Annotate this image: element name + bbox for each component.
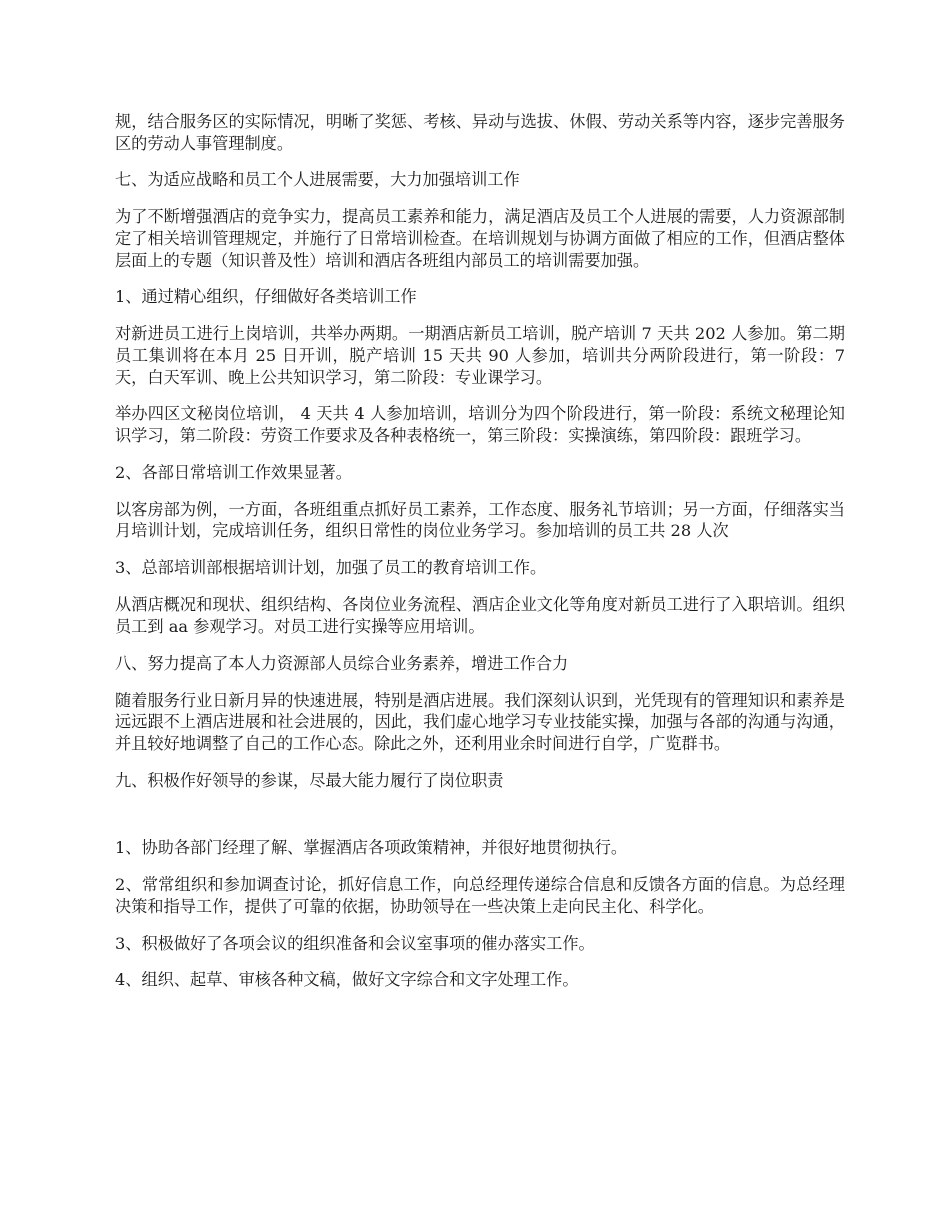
list-item-meeting-organization: 3、积极做好了各项会议的组织准备和会议室事项的催办落实工作。 <box>115 933 595 953</box>
paragraph-self-study: 随着服务行业日新月异的快速进展，特别是酒店进展。我们深刻认识到，光凭现有的管理知识和素养是远远跟不上酒店进展和社会进展的，因此，我们虚心地学习专业技能实操，加强与各部的沟通与沟通，并且较好地调整了自己的工作心态。除此之外，还利用业余时间进行自学，广览群书。 <box>115 690 845 753</box>
paragraph-hr-system-continuation: 规，结合服务区的实际情况，明晰了奖惩、考核、异动与选拔、休假、劳动关系等内容，逐步完善服务区的劳动人事管理制度。 <box>115 112 845 153</box>
list-item-policy-execution: 1、协助各部门经理了解、掌握酒店各项政策精神，并很好地贯彻执行。 <box>115 838 628 858</box>
section-heading-training: 七、为适应战略和员工个人进展需要，大力加强培训工作 <box>115 170 520 190</box>
paragraph-new-staff-training: 对新进员工进行上岗培训，共举办两期。一期酒店新员工培训，脱产培训 7 天共 202 人参加。第二期员工集训将在本月 25 日开训，脱产培训 15 天共 90 人参加，培训共分两阶段进行，第一阶段：7 天，白天军训、晚上公共知识学习，第二阶段：专业课学习。 <box>115 324 845 387</box>
paragraph-orientation-training: 从酒店概况和现状、组织结构、各岗位业务流程、酒店企业文化等角度对新员工进行了入职培训。组织员工到 aa 参观学习。对员工进行实操等应用培训。 <box>115 595 845 636</box>
document-body <box>115 111 845 1006</box>
paragraph-training-overview: 为了不断增强酒店的竞争实力，提高员工素养和能力，满足酒店及员工个人进展的需要，人力资源部制定了相关培训管理规定，并施行了日常培训检查。在培训规划与协调方面做了相应的工作，但酒店整体层面上的专题（知识普及性）培训和酒店各班组内部员工的培训需要加强。 <box>115 207 845 270</box>
subheading-hq-training: 3、总部培训部根据培训计划，加强了员工的教育培训工作。 <box>115 558 547 578</box>
list-item-research-information: 2、常常组织和参加调查讨论，抓好信息工作，向总经理传递综合信息和反馈各方面的信息。为总经理决策和指导工作，提供了可靠的依据，协助领导在一些决策上走向民主化、科学化。 <box>115 875 845 916</box>
paragraph-housekeeping-example: 以客房部为例，一方面，各班组重点抓好员工素养，工作态度、服务礼节培训；另一方面，仔细落实当月培训计划，完成培训任务，组织日常性的岗位业务学习。参加培训的员工共 28 人次 <box>115 499 845 541</box>
paragraph-secretary-training: 举办四区文秘岗位培训， 4 天共 4 人参加培训，培训分为四个阶段进行，第一阶段：系统文秘理论知识学习，第二阶段：劳资工作要求及各种表格统一，第三阶段：实操演练，第四阶段：跟班学习。 <box>115 404 845 446</box>
subheading-organized-training: 1、通过精心组织，仔细做好各类培训工作 <box>115 287 417 307</box>
list-item-document-drafting: 4、组织、起草、审核各种文稿，做好文字综合和文字处理工作。 <box>115 970 579 990</box>
subheading-daily-training: 2、各部日常培训工作效果显著。 <box>115 462 352 482</box>
section-heading-advisor-role: 九、积极作好领导的参谋，尽最大能力履行了岗位职责 <box>115 770 504 790</box>
section-heading-self-improvement: 八、努力提高了本人力资源部人员综合业务素养，增进工作合力 <box>115 653 569 673</box>
